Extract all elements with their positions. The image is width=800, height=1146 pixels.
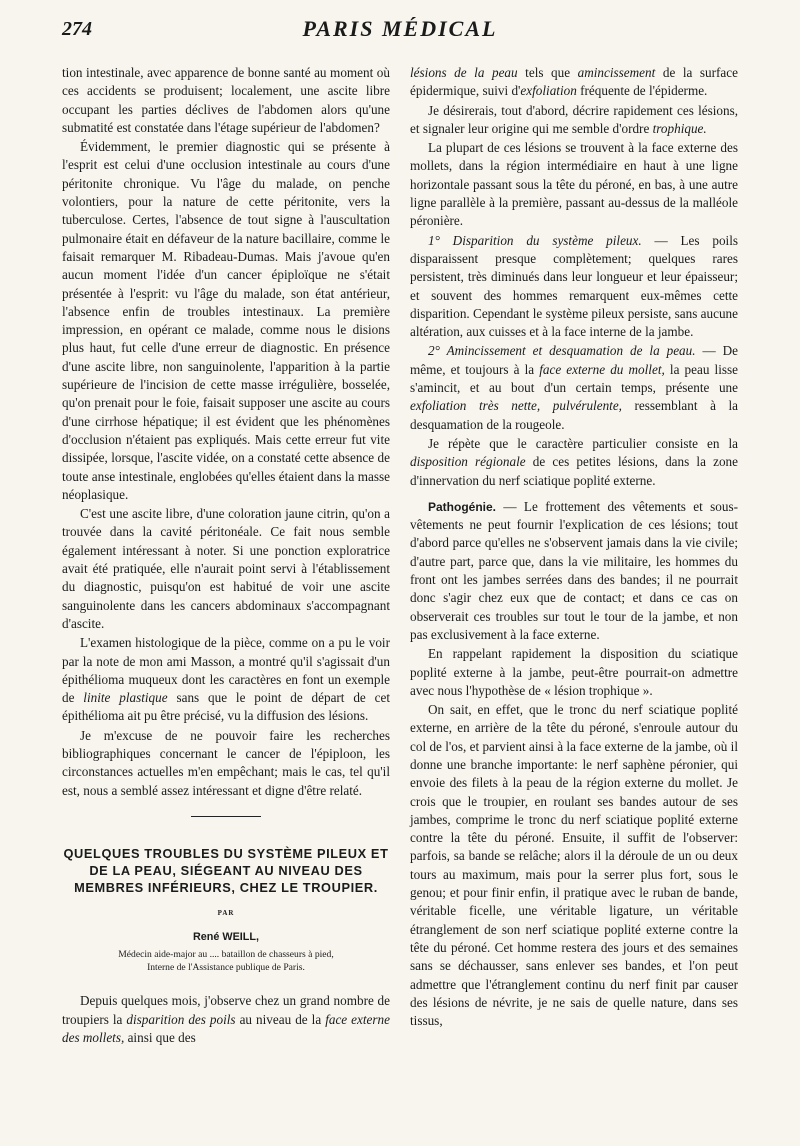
author-name: René WEILL,: [193, 931, 259, 944]
affiliation-line: Médecin aide-major au .... bataillon de chasseurs à pied,: [118, 949, 334, 961]
paragraph: lésions de la peau tels que amincissement de la surface épidermique, suivi d'exfoliation fréquente de l'épiderme.: [410, 65, 738, 99]
paragraph: Depuis quelques mois, j'observe chez un grand nombre de troupiers la disparition des poils au niveau de la face externe des mollets, ainsi que des: [62, 993, 390, 1046]
section-label: Pathogénie.: [428, 499, 497, 514]
page-header: [62, 12, 738, 52]
page-number: 274: [62, 18, 92, 40]
paragraph: L'examen histologique de la pièce, comme on a pu le voir par la note de mon ami Masson, a montré qu'il s'agissait d'un épithélioma muqueux dont les caractères en font un exemple de linite plastique sans que le point de départ de cet épithélioma ait pu être précisé, vu la diffusion des lésions.: [62, 635, 390, 724]
section-separator: [191, 816, 261, 817]
paragraph: C'est une ascite libre, d'une coloration jaune citrin, qu'on a trouvée dans la cavité péritonéale. Ce fait nous semble également intéressant à noter. Si une ponction exploratrice avait été pratiquée, elle n'aurait point servi à l'établissement du diagnostic, puisqu'on est habitué de voir une ascite sanguinolente dans les cancers abdominaux s'accompagnant d'ascite.: [62, 506, 390, 631]
emphasis: linite plastique: [83, 690, 168, 706]
right-column: [410, 64, 738, 1030]
paragraph: Je répète que le caractère particulier consiste en la disposition régionale de ces petites lésions, dans la zone d'innervation du nerf sciatique poplité externe.: [410, 435, 738, 488]
paragraph: La plupart de ces lésions se trouvent à la face externe des mollets, dans la région intermédiaire en haut à une ligne horizontale passant sous la tête du péroné, en bas, à une autre ligne parallèle à la première, passant au-dessus de la malléole péronière.: [410, 140, 738, 229]
paragraph: 2° Amincissement et desquamation de la peau. — De même, et toujours à la face externe du mollet, la peau lisse s'amincit, et au bout d'un certain temps, présente une exfoliation très nette, pulvérulente, ressemblant à la desquamation de la rougeole.: [410, 343, 739, 432]
paragraph: tion intestinale, avec apparence de bonne santé au moment où ces accidents se produisent; localement, une ascite libre occupant les parties déclives de l'abdomen alors qu'une submatité est constatée dans l'étage supérieur de l'abdomen?: [62, 65, 390, 135]
paragraph: En rappelant rapidement la disposition du sciatique poplité externe à la jambe, peut-être pourrait-on admettre avec nous l'hypothèse de « lésion trophique ».: [410, 646, 738, 698]
paragraph: On sait, en effet, que le tronc du nerf sciatique poplité externe, en arrière de la tête du péroné, s'enroule autour du col de l'os, et parvient ainsi à la face externe de la jambe, où il donne une branche importante: le nerf saphène péronier, qui envoie des filets à la peau de la région externe du mollet. Je crois que le troupier, en roulant ses bandes autour de ses jambes, comprime le tronc du nerf sciatique poplité externe contre la tête du péroné. Ensuite, il suffit de l'observer: parfois, sa bande se relâche; alors il la déroule de un ou deux tours au maximum, mais pour la serrer plus fort, sous le genou; et pour finir enfin, il pratique avec le ruban de bande, véritable ficelle, une véritable ligature, un véritable étranglement de son nerf sciatique poplité externe contre la tête du péroné. Cet homme restera des jours et des semaines sans se déchausser, sans enlever ses bandes, et l'on peut admettre que l'étranglement continu du nerf finit par causer des lésions de névrite, je ne sais de quelle nature, dans ses tissus,: [410, 702, 738, 1029]
paragraph: Je désirerais, tout d'abord, décrire rapidement ces lésions, et signaler leur origine qui me semble d'ordre trophique.: [410, 102, 738, 136]
affiliation-line: Interne de l'Assistance publique de Paris.: [147, 962, 305, 974]
author-affiliation: [62, 949, 390, 974]
left-column: [62, 64, 390, 1047]
byline-par: PAR: [217, 908, 235, 917]
paragraph: Pathogénie. — Le frottement des vêtements et sous-vêtements ne peut fournir l'explication de ces lésions; tout d'abord parce qu'elles ne s'observent jamais dans la vie civile; d'autre part, parce que, dans la vie militaire, les hommes du front ont les jambes serrées dans des bandes; il ne pourrait donc s'agir chez eux que de contact; et dans ce cas on observerait ces troubles sur tout le tour de la jambe, et non pas exclusivement à la face externe.: [410, 498, 738, 642]
paragraph: Évidemment, le premier diagnostic qui se présente à l'esprit est celui d'une occlusion intestinale au cours d'une péritonite chronique. Vu l'âge du malade, on penche volontiers, pour la nature de cette péritonite, vers la tuberculose. Certes, l'absence de tout signe à l'auscultation pulmonaire était en défaveur de la nature bacillaire, comme le faisait remarquer M. Ribadeau-Dumas. Mais j'avoue qu'en aucun moment l'idée d'un cancer épiploïque ne s'était présentée à l'esprit: vu l'âge du malade, son état antérieur, l'absence enfin de troubles intestinaux. La première impression, en opérant ce malade, comme nous le disions plus haut, fut celle d'une erreur de diagnostic. En présence d'une ascite libre, non sanguinolente, l'apparition à la partie supérieure de l'incision de cette masse irrégulière, bosselée, qu'on prenait pour le foie, faisait supposer une ascite au cours d'une cirrhose hépatique; il est évident que les phénomènes d'occlusion n'étaient pas expliqués. Mais cette erreur fut vite dissipée, lorsque, l'ascite vidée, on a constaté cette absence de toute anse intestinale, englobées qu'elles étaient dans la masse néoplasique.: [62, 139, 390, 502]
running-title: PARIS MÉDICAL: [302, 16, 498, 41]
paragraph: 1° Disparition du système pileux. — Les poils disparaissent presque complètement; quelques rares persistent, très diminués dans leur longueur et leur épaisseur; et souvent des hommes remarquent eux-mêmes cette disparition. Cependant le système pileux persiste, sans aucune altération, aux cuisses et à la face interne de la jambe.: [410, 232, 738, 340]
article-title: QUELQUES TROUBLES DU SYSTÈME PILEUX ET DE LA PEAU, SIÉGEANT AU NIVEAU DES MEMBRES INFÉRIEURS, CHEZ LE TROUPIER.: [63, 845, 389, 895]
paragraph: Je m'excuse de ne pouvoir faire les recherches bibliographiques concernant le cancer de l'épiploon, les circonstances actuelles m'en empêchant; mais le cas, tel qu'il est, nous a semblé assez intéressant et digne d'être relaté.: [62, 727, 390, 798]
